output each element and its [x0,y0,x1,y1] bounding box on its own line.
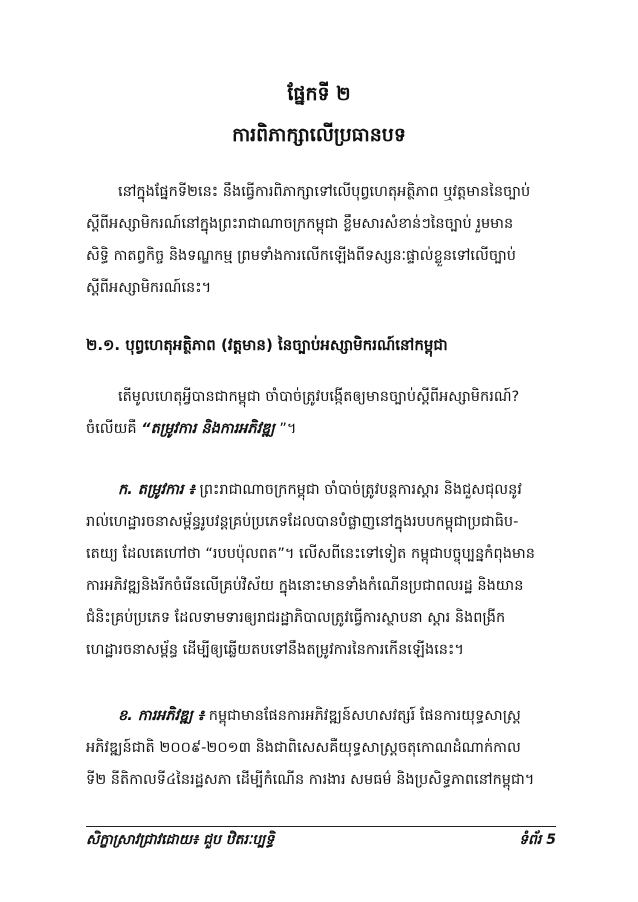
paragraph-line: នៅក្នុងផ្នែកទី២នេះ នឹងធ្វើការពិភាក្សាទៅលើបុព្វហេតុអត្ថិភាព ឬវត្តមាននៃច្បាប់ [118,184,531,200]
paragraph-line: សិទ្ធិ កាតព្វកិច្ច និងទណ្ឌកម្ម ព្រមទាំងការលើកឡើងពីទស្សនៈផ្ទាល់ខ្លួនទៅលើច្បាប់ [86,248,516,264]
subsection-heading: ២.១. បុព្វហេតុអត្ថិភាព (វត្តមាន) នៃច្បាប់អស្សាមិករណ៍នៅកម្ពុជា [86,336,448,354]
question-paragraph [86,381,556,445]
paragraph-line: ការអភិវឌ្ឍនិងរីកចំរើនលើគ្រប់វិស័យ ក្នុងនោះមានទាំងកំណើនប្រជាពលរដ្ឋ និងយាន [86,578,524,594]
paragraph-line: ទី២ នីតិកាលទី៤នៃរដ្ឋសភា ដើម្បីកំណើន ការងារ សមធម៌ និងប្រសិទ្ធភាពនៅកម្ពុជា។ [86,772,535,788]
answer-emphasis: “តម្រូវការ និងការអភិវឌ្ឍ [141,421,275,437]
point-kha-label: ខ. ការអភិវឌ្ឍ ៖ [118,708,205,724]
answer-line [86,413,556,445]
footer-divider [86,826,556,827]
paragraph-line: អភិវឌ្ឍន៍ជាតិ ២០០៩-២០១៣ និងជាពិសេសគឺយុទ្ធសាស្រ្តចតុកោណដំណាក់កាល [86,740,521,756]
question-line: តើមូលហេតុអ្វីបានជាកម្ពុជា ចាំបាច់ត្រូវបង្កើតឲ្យមានច្បាប់ស្តីពីអស្សាមិករណ៍? [118,389,520,405]
point-ka-text: ព្រះរាជាណាចក្រកម្ពុជា ចាំបាច់ត្រូវបន្តការស្តារ និងជួសជុលនូវ [194,482,522,498]
point-ka-first-line [86,474,556,506]
paragraph-line: តេយ្យ ដែលគេហៅថា “របបប៉ុលពត”។ លើសពីនេះទៅទៀត កម្ពុជាបច្ចុប្បន្នកំពុងមាន [86,546,535,562]
point-ka-label: ក. តម្រូវការ ៖ [118,482,195,498]
intro-paragraph [86,176,556,304]
page-number: ទំព័រ 5 [519,832,556,848]
answer-prefix: ចំលើយគឺ [86,421,142,437]
paragraph-line: ហេដ្ឋារចនាសម្ព័ន្ធ ដើម្បីឲ្យឆ្លើយតបទៅនឹងតម្រូវការនៃការកើនឡើងនេះ។ [86,642,464,658]
footer-author: សិក្ខាស្រាវជ្រាវដោយ៖ ជួប ឋិតរៈប្បទ្ធិ [86,832,275,848]
paragraph-line: ស្តីពីអស្សាមិករណ៍នៅក្នុងព្រះរាជាណាចក្រកម្ពុជា ខ្លឹមសារសំខាន់ៗនៃច្បាប់ រួមមាន [86,216,514,232]
paragraph-line: រាល់ហេដ្ឋារចនាសម្ព័ន្ធរូបវន្តគ្រប់ប្រភេទដែលបានបំផ្លាញនៅក្នុងរបបកម្ពុជាប្រជាធិប- [86,514,519,530]
section-title: ការពិភាក្សាលើប្រធានបទ [232,124,406,146]
paragraph-line: ស្តីពីអស្សាមិករណ៍នេះ។ [86,280,212,296]
point-ka-paragraph [86,474,556,666]
point-kha-first-line [86,700,556,732]
point-kha-text: កម្ពុជាមានផែនការអភិវឌ្ឍន៍សហសវត្សរ៍ ផែនការយុទ្ធសាស្រ្ត [204,708,521,724]
point-kha-paragraph [86,700,556,796]
answer-suffix: ”។ [274,421,297,437]
paragraph-line: ជំនិះគ្រប់ប្រភេទ ដែលទាមទារឲ្យរាជរដ្ឋាភិបាលត្រូវធ្វើការស្ថាបនា ស្តារ និងពង្រីក [86,610,506,626]
chapter-title: ផ្នែកទី ២ [287,83,351,105]
